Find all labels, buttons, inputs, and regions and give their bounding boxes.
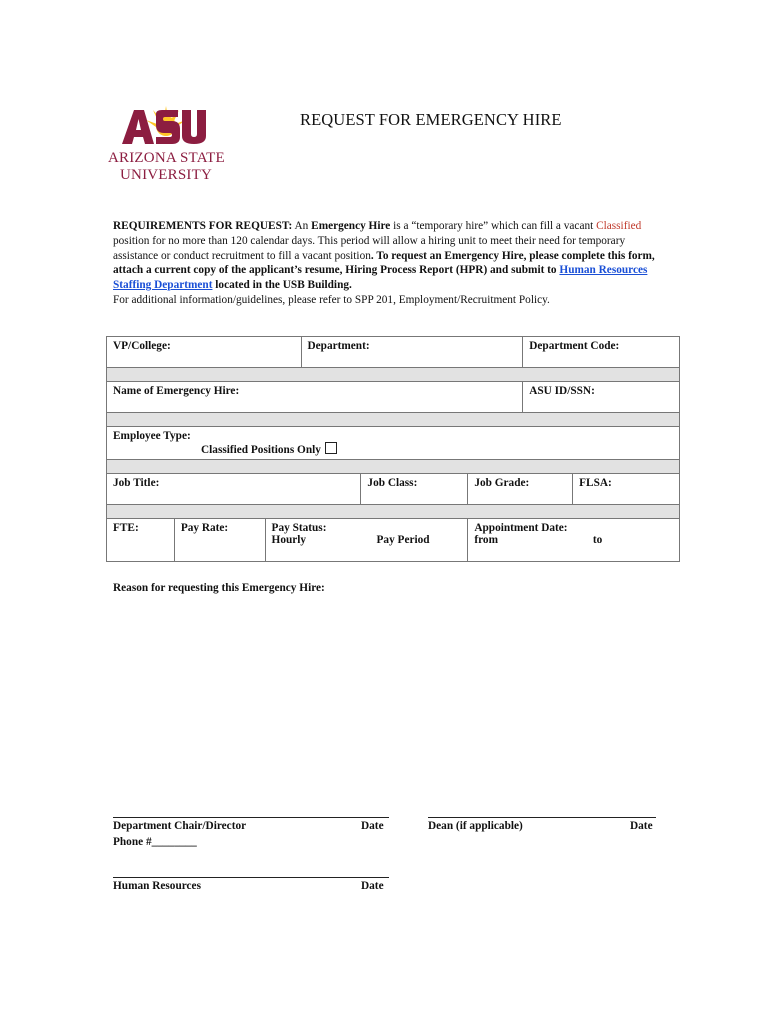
pay-period-option[interactable]: Pay Period (376, 534, 430, 546)
fte-field[interactable]: FTE: (107, 519, 175, 562)
logo-line-university: UNIVERSITY (120, 167, 212, 183)
req-location: located in the USB Building. (212, 279, 352, 292)
hr-date-label: Date (361, 880, 384, 892)
req-text-3: position for no more than 120 calendar days. This period will allow a hiring unit to meet their need for temporary assistance or conduct recruitment to fill a vacant position (113, 234, 626, 262)
signature-line-hr[interactable] (113, 877, 389, 878)
asu-sunburst-logo-icon (120, 104, 212, 148)
appointment-date-field[interactable] (468, 519, 680, 562)
vp-college-field[interactable]: VP/College: (107, 337, 302, 368)
department-field[interactable]: Department: (301, 337, 523, 368)
req-text-2: is a “temporary hire” which can fill a vacant (390, 220, 597, 232)
form-divider (107, 505, 680, 519)
classified-only-label: Classified Positions Only (201, 444, 321, 456)
appointment-date-range (474, 534, 602, 546)
dept-chair-date-label: Date (361, 820, 384, 832)
job-grade-field[interactable]: Job Grade: (468, 474, 573, 505)
job-class-field[interactable]: Job Class: (361, 474, 468, 505)
classified-only-option (113, 442, 673, 456)
employee-type-label: Employee Type: (113, 430, 191, 442)
logo-line-arizona-state: ARIZONA STATE (108, 150, 225, 166)
page-title: REQUEST FOR EMERGENCY HIRE (300, 110, 562, 129)
signature-line-dean[interactable] (428, 817, 656, 818)
job-title-field[interactable]: Job Title: (107, 474, 361, 505)
requirements-paragraph (113, 219, 668, 308)
dean-date-label: Date (630, 820, 653, 832)
pay-rate-field[interactable]: Pay Rate: (174, 519, 265, 562)
department-code-field[interactable]: Department Code: (523, 337, 680, 368)
dean-label: Dean (if applicable) (428, 820, 523, 832)
asu-logo (108, 104, 228, 184)
req-instructions: . To request an Emergency Hire, please complete this form, attach a current copy of the applicant’s resume, Hiring Process Report (HPR) and submit to (113, 249, 655, 277)
dept-chair-label: Department Chair/Director (113, 820, 247, 832)
pay-status-label: Pay Status: (271, 522, 327, 534)
form-divider (107, 413, 680, 427)
hourly-option[interactable]: Hourly (271, 534, 307, 546)
req-policy-reference: For additional information/guidelines, please refer to SPP 201, Employment/Recruitment Policy. (113, 293, 550, 306)
req-emergency-hire: Emergency Hire (311, 220, 391, 232)
to-label: to (592, 534, 603, 546)
hr-label: Human Resources (113, 880, 201, 892)
form-divider (107, 460, 680, 474)
pay-status-options (272, 534, 430, 546)
signature-line-dept-chair[interactable] (113, 817, 389, 818)
req-classified: Classified (596, 220, 642, 232)
pay-status-field[interactable] (265, 519, 468, 562)
appointment-date-label: Appointment Date: (474, 522, 568, 534)
phone-label: Phone #________ (113, 836, 197, 848)
from-label: from (474, 534, 498, 546)
employee-type-field (107, 427, 680, 460)
emergency-hire-form (106, 336, 680, 562)
requirements-heading: REQUIREMENTS FOR REQUEST: (113, 220, 293, 232)
classified-only-checkbox[interactable] (325, 442, 337, 454)
name-of-emergency-hire-field[interactable]: Name of Emergency Hire: (107, 382, 523, 413)
hr-staffing-link[interactable]: Human Resources Staffing Department (113, 264, 648, 292)
asu-id-field[interactable]: ASU ID/SSN: (523, 382, 680, 413)
req-text-1: An (292, 220, 312, 232)
flsa-field[interactable]: FLSA: (573, 474, 680, 505)
reason-label: Reason for requesting this Emergency Hire: (113, 582, 325, 594)
form-divider (107, 368, 680, 382)
